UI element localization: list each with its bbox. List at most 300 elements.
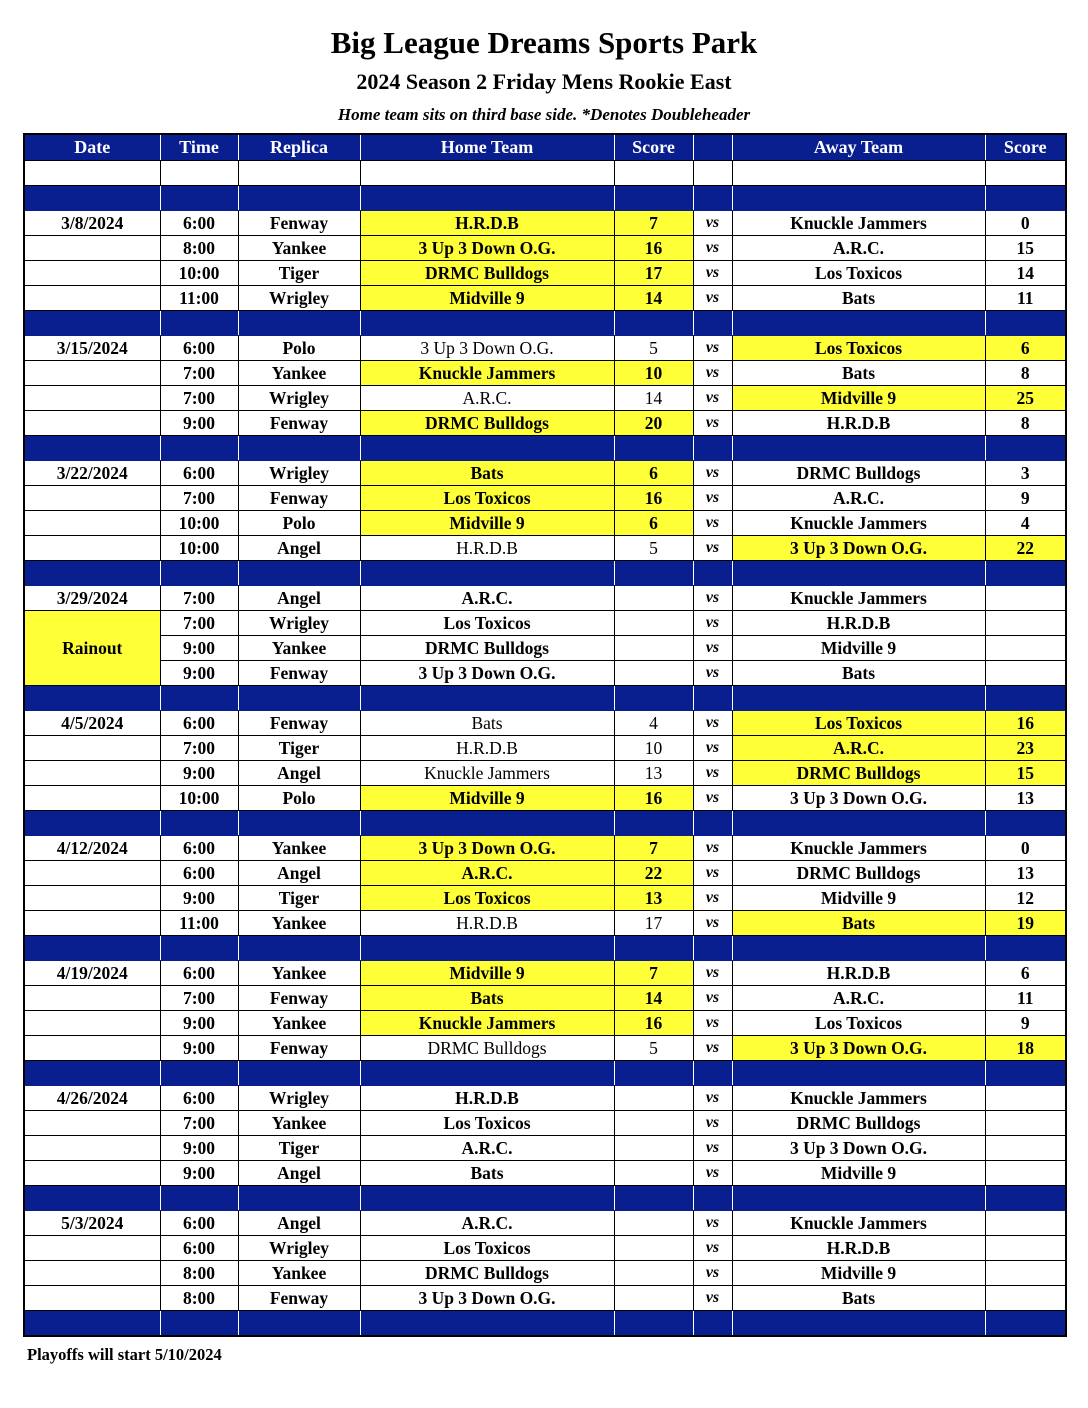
vs-cell: vs — [693, 1261, 732, 1286]
time-cell: 11:00 — [160, 286, 238, 311]
home-team-cell: Bats — [360, 986, 614, 1011]
home-score-cell: 4 — [614, 711, 693, 736]
game-row — [24, 711, 1066, 736]
separator-cell — [614, 561, 693, 586]
separator-cell — [732, 186, 985, 211]
vs-cell: vs — [693, 511, 732, 536]
separator-cell — [238, 1311, 360, 1337]
replica-cell: Angel — [238, 761, 360, 786]
time-cell: 6:00 — [160, 1236, 238, 1261]
away-team-cell: Bats — [732, 361, 985, 386]
separator-cell — [24, 311, 160, 336]
away-score-cell — [985, 1136, 1066, 1161]
home-team-cell: 3 Up 3 Down O.G. — [360, 236, 614, 261]
game-row — [24, 1086, 1066, 1111]
away-team-cell: DRMC Bulldogs — [732, 761, 985, 786]
home-score-cell: 13 — [614, 886, 693, 911]
time-cell: 7:00 — [160, 361, 238, 386]
time-cell: 7:00 — [160, 611, 238, 636]
away-score-cell: 6 — [985, 336, 1066, 361]
separator-cell — [360, 936, 614, 961]
home-team-cell: Los Toxicos — [360, 486, 614, 511]
time-cell: 6:00 — [160, 1211, 238, 1236]
replica-cell: Fenway — [238, 211, 360, 236]
game-row — [24, 986, 1066, 1011]
replica-cell: Wrigley — [238, 386, 360, 411]
away-score-cell: 8 — [985, 361, 1066, 386]
vs-cell: vs — [693, 961, 732, 986]
home-team-cell: Midville 9 — [360, 961, 614, 986]
replica-cell: Yankee — [238, 236, 360, 261]
home-score-cell: 6 — [614, 511, 693, 536]
game-row — [24, 1036, 1066, 1061]
away-score-cell — [985, 1086, 1066, 1111]
home-team-cell: Los Toxicos — [360, 886, 614, 911]
home-team-cell: Los Toxicos — [360, 611, 614, 636]
away-score-cell: 18 — [985, 1036, 1066, 1061]
date-cell — [24, 1136, 160, 1161]
home-team-cell: Midville 9 — [360, 286, 614, 311]
separator-cell — [614, 1061, 693, 1086]
separator-row — [24, 936, 1066, 961]
away-team-cell: Knuckle Jammers — [732, 511, 985, 536]
home-score-cell — [614, 1111, 693, 1136]
game-row — [24, 836, 1066, 861]
vs-cell: vs — [693, 1161, 732, 1186]
replica-cell: Yankee — [238, 836, 360, 861]
replica-cell: Polo — [238, 786, 360, 811]
separator-cell — [985, 1311, 1066, 1337]
separator-cell — [693, 936, 732, 961]
away-team-cell: A.R.C. — [732, 236, 985, 261]
home-score-cell: 7 — [614, 836, 693, 861]
separator-cell — [160, 811, 238, 836]
home-team-cell: H.R.D.B — [360, 1086, 614, 1111]
replica-cell: Fenway — [238, 486, 360, 511]
game-row — [24, 386, 1066, 411]
away-score-cell — [985, 586, 1066, 611]
away-team-cell: Midville 9 — [732, 1261, 985, 1286]
home-score-cell — [614, 636, 693, 661]
separator-cell — [693, 186, 732, 211]
page-title: Big League Dreams Sports Park — [330, 25, 758, 60]
separator-cell — [985, 561, 1066, 586]
away-team-cell: A.R.C. — [732, 486, 985, 511]
away-score-cell: 15 — [985, 236, 1066, 261]
vs-cell: vs — [693, 1211, 732, 1236]
game-row — [24, 1161, 1066, 1186]
vs-cell: vs — [693, 661, 732, 686]
game-row — [24, 361, 1066, 386]
home-team-cell: DRMC Bulldogs — [360, 261, 614, 286]
away-score-cell: 11 — [985, 986, 1066, 1011]
home-team-cell: 3 Up 3 Down O.G. — [360, 836, 614, 861]
separator-cell — [360, 186, 614, 211]
home-score-cell: 16 — [614, 486, 693, 511]
replica-cell: Fenway — [238, 1036, 360, 1061]
time-cell: 7:00 — [160, 386, 238, 411]
schedule-body — [24, 161, 1066, 1337]
home-score-cell: 17 — [614, 911, 693, 936]
col-date-header: Date — [24, 134, 160, 161]
separator-row — [24, 436, 1066, 461]
replica-cell: Fenway — [238, 1286, 360, 1311]
vs-cell: vs — [693, 711, 732, 736]
separator-cell — [985, 936, 1066, 961]
separator-cell — [614, 936, 693, 961]
separator-cell — [732, 686, 985, 711]
away-score-cell: 13 — [985, 861, 1066, 886]
separator-row — [24, 686, 1066, 711]
separator-cell — [160, 311, 238, 336]
away-team-cell: Los Toxicos — [732, 261, 985, 286]
home-team-cell: Los Toxicos — [360, 1236, 614, 1261]
replica-cell: Polo — [238, 511, 360, 536]
home-score-cell: 5 — [614, 336, 693, 361]
game-row — [24, 1236, 1066, 1261]
away-team-cell: Midville 9 — [732, 386, 985, 411]
away-team-cell: H.R.D.B — [732, 1236, 985, 1261]
separator-row — [24, 1186, 1066, 1211]
date-cell — [24, 236, 160, 261]
game-row — [24, 786, 1066, 811]
home-team-cell: Midville 9 — [360, 786, 614, 811]
separator-cell — [160, 436, 238, 461]
away-score-cell: 25 — [985, 386, 1066, 411]
vs-cell: vs — [693, 1036, 732, 1061]
vs-cell: vs — [693, 986, 732, 1011]
time-cell: 10:00 — [160, 786, 238, 811]
home-score-cell: 17 — [614, 261, 693, 286]
date-cell — [24, 986, 160, 1011]
date-cell — [24, 1036, 160, 1061]
away-team-cell: DRMC Bulldogs — [732, 461, 985, 486]
home-team-cell: A.R.C. — [360, 386, 614, 411]
replica-cell: Yankee — [238, 961, 360, 986]
game-row — [24, 586, 1066, 611]
separator-cell — [732, 936, 985, 961]
separator-cell — [238, 561, 360, 586]
home-score-cell — [614, 611, 693, 636]
replica-cell: Polo — [238, 336, 360, 361]
separator-cell — [985, 186, 1066, 211]
home-score-cell: 20 — [614, 411, 693, 436]
date-cell — [24, 361, 160, 386]
replica-cell: Yankee — [238, 911, 360, 936]
col-away-team-header: Away Team — [732, 134, 985, 161]
game-row — [24, 411, 1066, 436]
away-score-cell: 9 — [985, 486, 1066, 511]
time-cell: 9:00 — [160, 1136, 238, 1161]
vs-cell: vs — [693, 836, 732, 861]
separator-cell — [24, 686, 160, 711]
separator-cell — [160, 1186, 238, 1211]
away-score-cell: 6 — [985, 961, 1066, 986]
away-team-cell: Knuckle Jammers — [732, 836, 985, 861]
replica-cell: Angel — [238, 1161, 360, 1186]
separator-cell — [24, 561, 160, 586]
vs-cell: vs — [693, 386, 732, 411]
vs-cell: vs — [693, 461, 732, 486]
separator-cell — [360, 561, 614, 586]
vs-cell: vs — [693, 336, 732, 361]
home-score-cell: 14 — [614, 986, 693, 1011]
replica-cell: Yankee — [238, 361, 360, 386]
away-score-cell: 19 — [985, 911, 1066, 936]
home-score-cell: 6 — [614, 461, 693, 486]
replica-cell: Tiger — [238, 886, 360, 911]
vs-cell: vs — [693, 761, 732, 786]
date-cell — [24, 911, 160, 936]
away-score-cell — [985, 1286, 1066, 1311]
blank-cell — [693, 161, 732, 186]
time-cell: 10:00 — [160, 536, 238, 561]
game-row — [24, 336, 1066, 361]
date-cell: 3/8/2024 — [24, 211, 160, 236]
vs-cell: vs — [693, 636, 732, 661]
away-team-cell: A.R.C. — [732, 736, 985, 761]
date-cell — [24, 761, 160, 786]
vs-cell: vs — [693, 361, 732, 386]
blank-cell — [238, 161, 360, 186]
separator-cell — [360, 311, 614, 336]
game-row — [24, 461, 1066, 486]
home-score-cell: 13 — [614, 761, 693, 786]
vs-cell: vs — [693, 611, 732, 636]
separator-cell — [614, 1311, 693, 1337]
separator-cell — [614, 311, 693, 336]
vs-cell: vs — [693, 411, 732, 436]
separator-cell — [360, 811, 614, 836]
away-score-cell — [985, 1211, 1066, 1236]
home-team-cell: Los Toxicos — [360, 1111, 614, 1136]
home-team-cell: DRMC Bulldogs — [360, 411, 614, 436]
date-cell: 4/5/2024 — [24, 711, 160, 736]
separator-cell — [238, 686, 360, 711]
separator-row — [24, 1311, 1066, 1337]
replica-cell: Yankee — [238, 1111, 360, 1136]
home-score-cell: 10 — [614, 736, 693, 761]
time-cell: 11:00 — [160, 911, 238, 936]
separator-cell — [160, 1061, 238, 1086]
vs-cell: vs — [693, 536, 732, 561]
separator-row — [24, 1061, 1066, 1086]
home-score-cell: 10 — [614, 361, 693, 386]
away-score-cell: 13 — [985, 786, 1066, 811]
vs-cell: vs — [693, 736, 732, 761]
home-score-cell: 7 — [614, 961, 693, 986]
away-score-cell: 23 — [985, 736, 1066, 761]
away-score-cell — [985, 1161, 1066, 1186]
col-vs-header — [693, 134, 732, 161]
date-cell — [24, 861, 160, 886]
replica-cell: Wrigley — [238, 1086, 360, 1111]
away-score-cell — [985, 1261, 1066, 1286]
vs-cell: vs — [693, 1136, 732, 1161]
time-cell: 7:00 — [160, 486, 238, 511]
separator-cell — [732, 811, 985, 836]
away-team-cell: 3 Up 3 Down O.G. — [732, 1136, 985, 1161]
time-cell: 10:00 — [160, 261, 238, 286]
vs-cell: vs — [693, 1011, 732, 1036]
vs-cell: vs — [693, 1086, 732, 1111]
replica-cell: Yankee — [238, 636, 360, 661]
home-score-cell — [614, 661, 693, 686]
replica-cell: Wrigley — [238, 1236, 360, 1261]
home-score-cell — [614, 1211, 693, 1236]
game-row — [24, 486, 1066, 511]
blank-cell — [732, 161, 985, 186]
separator-cell — [24, 1061, 160, 1086]
date-cell — [24, 1286, 160, 1311]
replica-cell: Angel — [238, 1211, 360, 1236]
game-row — [24, 1111, 1066, 1136]
home-score-cell: 16 — [614, 236, 693, 261]
vs-cell: vs — [693, 236, 732, 261]
date-cell — [24, 886, 160, 911]
game-row — [24, 1211, 1066, 1236]
separator-cell — [360, 686, 614, 711]
separator-cell — [732, 1186, 985, 1211]
home-team-cell: A.R.C. — [360, 861, 614, 886]
date-cell — [24, 411, 160, 436]
separator-cell — [693, 811, 732, 836]
time-cell: 8:00 — [160, 236, 238, 261]
away-score-cell: 15 — [985, 761, 1066, 786]
separator-cell — [732, 1061, 985, 1086]
game-row — [24, 536, 1066, 561]
home-team-cell: Bats — [360, 711, 614, 736]
home-team-cell: A.R.C. — [360, 1211, 614, 1236]
time-cell: 7:00 — [160, 736, 238, 761]
date-cell — [24, 1111, 160, 1136]
separator-cell — [614, 686, 693, 711]
away-score-cell: 12 — [985, 886, 1066, 911]
home-team-cell: H.R.D.B — [360, 211, 614, 236]
game-row — [24, 886, 1066, 911]
home-team-cell: DRMC Bulldogs — [360, 1261, 614, 1286]
separator-cell — [160, 186, 238, 211]
date-cell: 4/19/2024 — [24, 961, 160, 986]
time-cell: 9:00 — [160, 1161, 238, 1186]
date-cell — [24, 386, 160, 411]
vs-cell: vs — [693, 1236, 732, 1261]
home-score-cell — [614, 586, 693, 611]
home-team-cell: Knuckle Jammers — [360, 361, 614, 386]
date-cell: 4/12/2024 — [24, 836, 160, 861]
away-team-cell: Bats — [732, 911, 985, 936]
time-cell: 6:00 — [160, 961, 238, 986]
home-team-cell: Knuckle Jammers — [360, 761, 614, 786]
away-score-cell — [985, 1111, 1066, 1136]
separator-cell — [732, 561, 985, 586]
separator-cell — [985, 311, 1066, 336]
away-score-cell: 8 — [985, 411, 1066, 436]
replica-cell: Wrigley — [238, 611, 360, 636]
away-team-cell: 3 Up 3 Down O.G. — [732, 536, 985, 561]
replica-cell: Yankee — [238, 1261, 360, 1286]
schedule-table — [23, 133, 1067, 1337]
home-score-cell: 5 — [614, 1036, 693, 1061]
blank-cell — [360, 161, 614, 186]
away-team-cell: Los Toxicos — [732, 711, 985, 736]
away-score-cell: 0 — [985, 836, 1066, 861]
date-cell — [24, 1261, 160, 1286]
away-team-cell: Knuckle Jammers — [732, 211, 985, 236]
vs-cell: vs — [693, 486, 732, 511]
home-score-cell: 22 — [614, 861, 693, 886]
col-time-header: Time — [160, 134, 238, 161]
date-cell: 3/22/2024 — [24, 461, 160, 486]
date-cell: 5/3/2024 — [24, 1211, 160, 1236]
away-team-cell: H.R.D.B — [732, 961, 985, 986]
separator-cell — [24, 436, 160, 461]
time-cell: 9:00 — [160, 761, 238, 786]
time-cell: 10:00 — [160, 511, 238, 536]
col-replica-header: Replica — [238, 134, 360, 161]
separator-cell — [693, 311, 732, 336]
replica-cell: Tiger — [238, 1136, 360, 1161]
home-team-cell: DRMC Bulldogs — [360, 636, 614, 661]
home-team-cell: 3 Up 3 Down O.G. — [360, 1286, 614, 1311]
date-cell — [24, 736, 160, 761]
date-cell: 3/15/2024 — [24, 336, 160, 361]
separator-cell — [732, 311, 985, 336]
home-team-cell: H.R.D.B — [360, 911, 614, 936]
away-score-cell: 9 — [985, 1011, 1066, 1036]
away-score-cell: 16 — [985, 711, 1066, 736]
separator-cell — [238, 1061, 360, 1086]
away-team-cell: Bats — [732, 1286, 985, 1311]
replica-cell: Fenway — [238, 411, 360, 436]
col-home-team-header: Home Team — [360, 134, 614, 161]
time-cell: 7:00 — [160, 1111, 238, 1136]
game-row — [24, 1011, 1066, 1036]
away-team-cell: DRMC Bulldogs — [732, 861, 985, 886]
separator-cell — [24, 811, 160, 836]
home-score-cell — [614, 1136, 693, 1161]
time-cell: 6:00 — [160, 336, 238, 361]
vs-cell: vs — [693, 1286, 732, 1311]
separator-row — [24, 186, 1066, 211]
game-row — [24, 911, 1066, 936]
away-score-cell — [985, 1236, 1066, 1261]
game-row — [24, 1136, 1066, 1161]
separator-cell — [693, 1061, 732, 1086]
separator-cell — [985, 811, 1066, 836]
home-score-cell: 7 — [614, 211, 693, 236]
separator-cell — [614, 436, 693, 461]
home-score-cell — [614, 1086, 693, 1111]
time-cell: 6:00 — [160, 1086, 238, 1111]
away-team-cell: H.R.D.B — [732, 411, 985, 436]
date-cell — [24, 286, 160, 311]
separator-cell — [614, 186, 693, 211]
blank-cell — [24, 161, 160, 186]
date-cell — [24, 1236, 160, 1261]
time-cell: 8:00 — [160, 1286, 238, 1311]
time-cell: 6:00 — [160, 211, 238, 236]
time-cell: 6:00 — [160, 836, 238, 861]
separator-cell — [985, 686, 1066, 711]
away-team-cell: 3 Up 3 Down O.G. — [732, 1036, 985, 1061]
away-score-cell — [985, 611, 1066, 636]
date-cell — [24, 261, 160, 286]
blank-row — [24, 161, 1066, 186]
date-cell — [24, 511, 160, 536]
replica-cell: Angel — [238, 861, 360, 886]
away-team-cell: Knuckle Jammers — [732, 586, 985, 611]
